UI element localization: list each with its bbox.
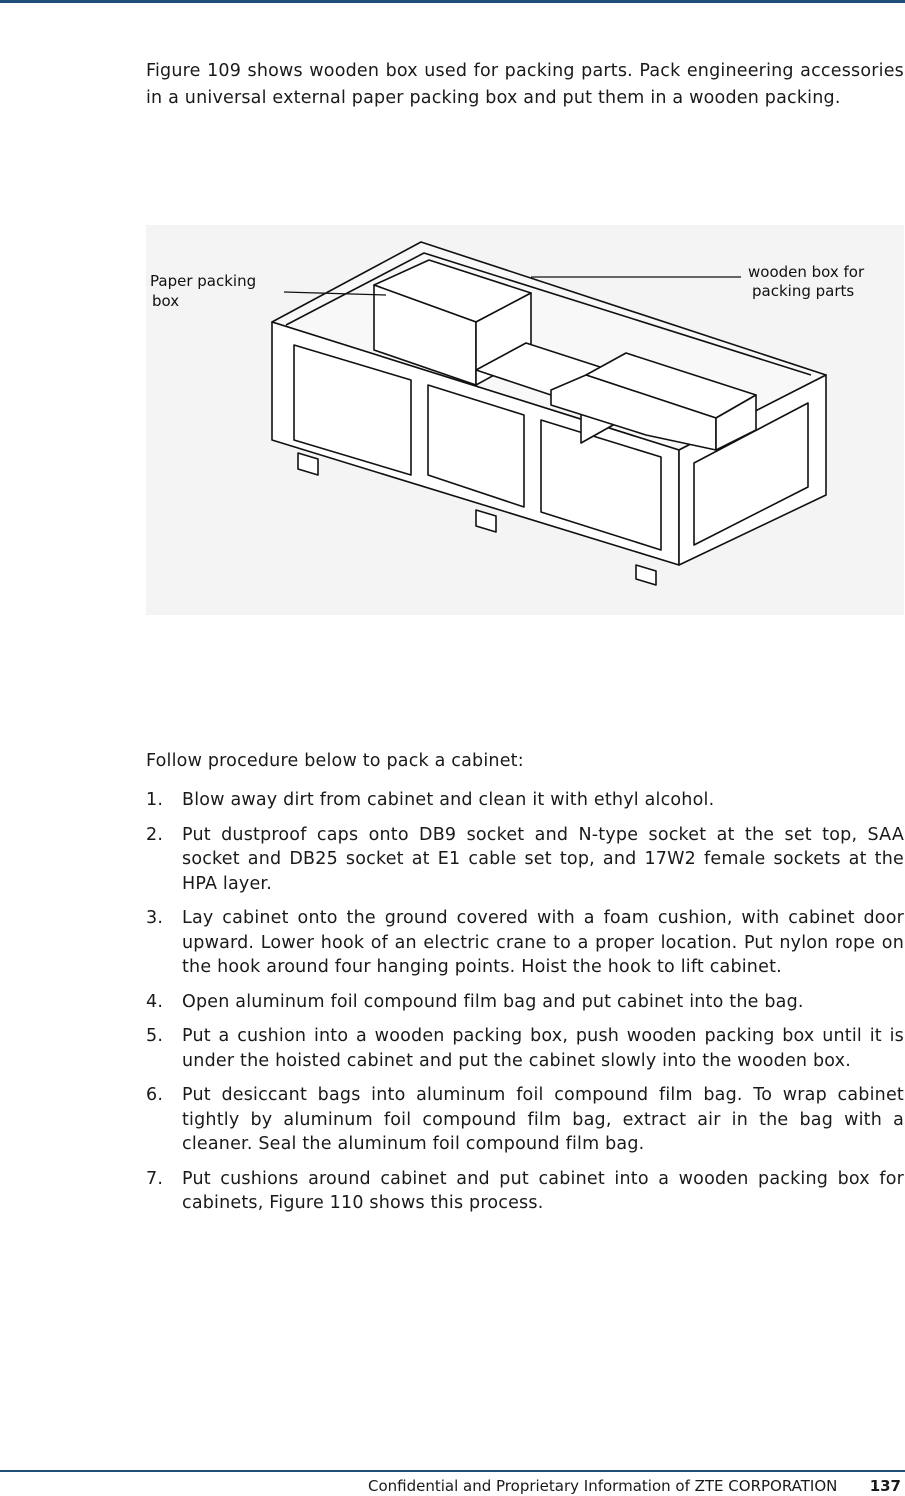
step-text: Put cushions around cabinet and put cabinet into a wooden packing box for cabinets, Figure 110 shows this process. xyxy=(182,1168,904,1213)
step-number: 5. xyxy=(146,1026,164,1046)
step-number: 1. xyxy=(146,790,164,810)
step-number: 2. xyxy=(146,824,164,845)
label-wooden-2: packing parts xyxy=(752,282,855,300)
step-text: Put desiccant bags into aluminum foil compound film bag. To wrap cabinet tightly by aluminum foil compound film bag, extract air in the bag with a cleaner. Seal the aluminum foil compound film bag. xyxy=(182,1085,904,1154)
wooden-box-drawing xyxy=(146,225,904,615)
box-foot-3 xyxy=(636,565,656,585)
step-item xyxy=(146,1024,904,1073)
step-number: 6. xyxy=(146,1085,164,1105)
step-item xyxy=(146,1083,904,1157)
label-wooden-1: wooden box for xyxy=(748,263,865,281)
step-text: Open aluminum foil compound film bag and put cabinet into the bag. xyxy=(182,991,804,1012)
label-paper-1: Paper packing xyxy=(150,272,257,290)
step-text: Put dustproof caps onto DB9 socket and N-type socket at the set top, SAA socket and DB25 socket at E1 cable set top, and 17W2 female sockets at the HPA layer. xyxy=(182,824,904,894)
procedure-title: Follow procedure below to pack a cabinet: xyxy=(146,751,524,771)
step-text: Lay cabinet onto the ground covered with a foam cushion, with cabinet door upward. Lower hook of an electric crane to a proper location. Put nylon rope on the hook around four hanging points. Hoist the hook to lift cabinet. xyxy=(182,908,904,977)
step-item xyxy=(146,823,904,897)
step-item xyxy=(146,906,904,980)
footer-confidential: Confidential and Proprietary Information of ZTE CORPORATION xyxy=(368,1477,838,1495)
step-item xyxy=(146,990,904,1015)
footer-rule xyxy=(0,1470,905,1472)
box-foot-1 xyxy=(298,453,318,475)
step-item xyxy=(146,1167,904,1216)
step-number: 4. xyxy=(146,991,164,1012)
step-number: 7. xyxy=(146,1168,164,1189)
header-rule xyxy=(0,0,905,3)
figure-wooden-box xyxy=(146,225,904,615)
page-number: 137 xyxy=(869,1477,901,1495)
intro-paragraph: Figure 109 shows wooden box used for packing parts. Pack engineering accessories in a universal external paper packing box and put them in a wooden packing. xyxy=(146,61,904,108)
step-text: Blow away dirt from cabinet and clean it with ethyl alcohol. xyxy=(182,790,715,810)
box-foot-2 xyxy=(476,510,496,532)
step-item xyxy=(146,788,904,813)
label-paper-2: box xyxy=(152,292,180,310)
step-number: 3. xyxy=(146,908,164,928)
procedure-steps xyxy=(146,788,904,1226)
step-text: Put a cushion into a wooden packing box, push wooden packing box until it is under the hoisted cabinet and put the cabinet slowly into the wooden box. xyxy=(182,1026,904,1071)
